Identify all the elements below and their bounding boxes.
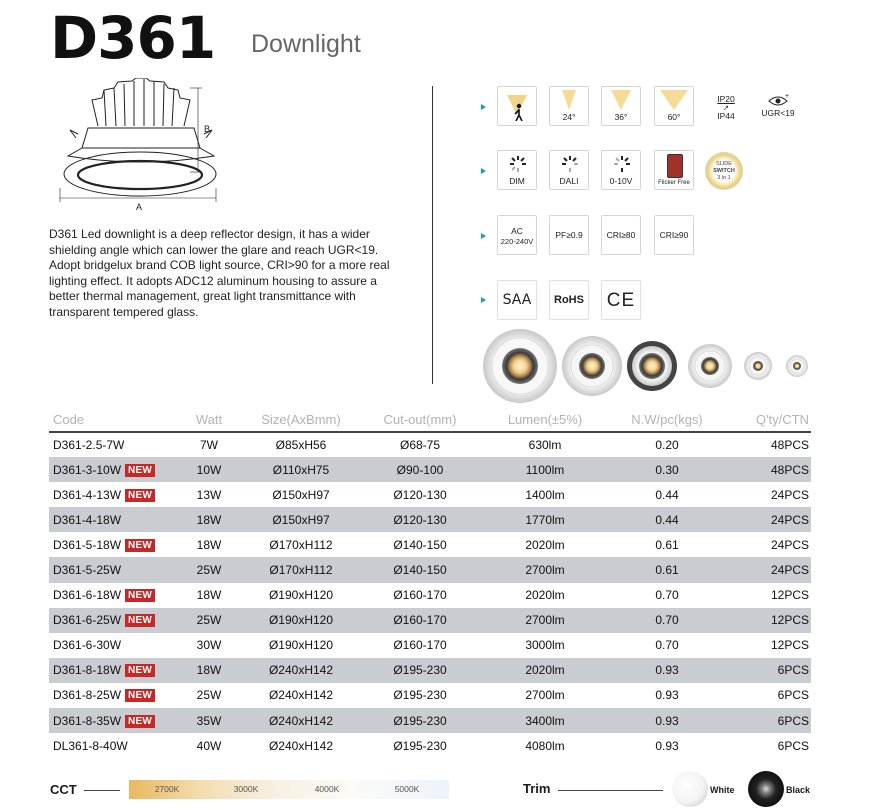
cell-size-text: Ø85xH56: [275, 438, 327, 453]
cell-weight-text: 0.61: [655, 537, 679, 552]
cell-qty-text: 24PCS: [770, 512, 809, 527]
cell-watt-text: 7W: [200, 438, 218, 453]
cell-lumen: [475, 683, 615, 708]
cell-size-text: Ø150xH97: [272, 487, 330, 502]
cell-cutout-text: Ø120-130: [393, 487, 447, 502]
ce-label: CE: [606, 290, 636, 311]
cell-qty-text: 6PCS: [777, 663, 809, 678]
cell-lumen-text: 2700lm: [525, 688, 565, 703]
flicker-label: Flicker Free: [658, 180, 690, 186]
ugr-eye-icon: [758, 86, 798, 126]
new-badge: NEW: [125, 614, 155, 627]
cell-qty-text: 12PCS: [770, 588, 809, 603]
row-bullet-icon: [481, 297, 486, 303]
saa-label: SAA: [502, 292, 532, 308]
cell-lumen-text: 1100lm: [525, 462, 565, 477]
cell-watt: [181, 633, 237, 658]
cell-lumen: [475, 482, 615, 507]
cell-size: [237, 457, 365, 482]
trim-line: [558, 790, 663, 791]
ip-top-label: IP20: [717, 94, 735, 104]
dim-icon: [497, 150, 537, 190]
ip-bottom-label: IP44: [717, 111, 735, 121]
cell-qty-text: 6PCS: [777, 688, 809, 703]
new-badge: NEW: [125, 689, 155, 702]
pf-icon: [549, 215, 589, 255]
trim-label: Trim: [523, 781, 551, 796]
cell-weight-text: 0.93: [655, 713, 679, 728]
cell-lumen-text: 2020lm: [525, 588, 565, 603]
cell-watt: [181, 608, 237, 633]
size-range-images: [480, 328, 820, 408]
table-row: [49, 532, 811, 557]
cell-weight-text: 0.61: [655, 563, 679, 578]
cell-qty: [719, 557, 811, 582]
cell-code: [49, 507, 181, 532]
new-badge: NEW: [125, 489, 155, 502]
table-row: [49, 683, 811, 708]
dali-label: DALI: [559, 176, 579, 186]
cell-cutout-text: Ø160-170: [393, 638, 447, 653]
cell-qty: [719, 482, 811, 507]
table-row: [49, 557, 811, 582]
table-header-row: [49, 410, 811, 432]
cell-weight: [615, 683, 719, 708]
table-row: [49, 608, 811, 633]
beam-angle-24-icon: [549, 86, 589, 126]
table-row: [49, 507, 811, 532]
cell-weight: [615, 557, 719, 582]
cell-qty-text: 6PCS: [777, 738, 809, 753]
cell-code: [49, 683, 181, 708]
cell-lumen-text: 2020lm: [525, 663, 565, 678]
cell-lumen-text: 1400lm: [525, 487, 565, 502]
downlight-150-icon: [688, 344, 732, 388]
cell-cutout: [365, 507, 475, 532]
cell-cutout: [365, 633, 475, 658]
cell-qty-text: 12PCS: [770, 613, 809, 628]
cell-size-text: Ø240xH142: [268, 688, 334, 703]
cell-cutout: [365, 532, 475, 557]
header-cutout: Cut-out(mm): [365, 410, 475, 432]
cell-watt-text: 18W: [196, 588, 222, 603]
cell-cutout-text: Ø160-170: [393, 613, 447, 628]
table-row: [49, 457, 811, 482]
cell-size-text: Ø150xH97: [272, 512, 330, 527]
cell-lumen: [475, 608, 615, 633]
product-description: D361 Led downlight is a deep reflector design, it has a wider shielding angle which can lower the glare and reach UGR<19. Adopt bridgelux brand COB light source, CRI>90 for a more real lighting effect. It adopts ADC12 aluminum housing to assure a better thermal management, great light transmittance with transparent tempered glass.: [49, 227, 390, 319]
cell-watt: [181, 557, 237, 582]
cell-cutout-text: Ø195-230: [393, 738, 447, 753]
cell-weight-text: 0.70: [655, 638, 679, 653]
header-code: Code: [49, 410, 181, 432]
row-bullet-icon: [481, 104, 486, 110]
cell-lumen: [475, 733, 615, 758]
cell-qty: [719, 683, 811, 708]
spring-left: [70, 130, 78, 138]
cell-weight: [615, 457, 719, 482]
cell-watt: [181, 457, 237, 482]
cell-lumen: [475, 658, 615, 683]
trim-white-swatch: [672, 771, 708, 807]
cell-lumen: [475, 633, 615, 658]
cell-weight-text: 0.20: [655, 438, 679, 453]
cell-code-text: DL361-8-40W: [53, 738, 128, 753]
cell-cutout: [365, 583, 475, 608]
cell-weight-text: 0.44: [655, 512, 679, 527]
downlight-170-icon: [627, 341, 677, 391]
cell-code: [49, 482, 181, 507]
cell-cutout: [365, 608, 475, 633]
cell-code: [49, 457, 181, 482]
cell-lumen-text: 4080lm: [525, 738, 565, 753]
cri80-icon: [601, 215, 641, 255]
cri90-icon: [654, 215, 694, 255]
cell-size: [237, 708, 365, 733]
cell-weight: [615, 583, 719, 608]
cell-cutout-text: Ø68-75: [399, 438, 441, 453]
cell-cutout-text: Ø140-150: [393, 563, 447, 578]
cell-watt-text: 25W: [196, 688, 222, 703]
downlight-110-icon: [744, 352, 772, 380]
cell-watt-text: 18W: [196, 537, 222, 552]
beam-angle-36-icon: [601, 86, 641, 126]
cell-lumen-text: 3000lm: [525, 638, 565, 653]
cell-cutout-text: Ø195-230: [393, 688, 447, 703]
product-drawing: [40, 78, 230, 213]
cell-watt-text: 13W: [196, 487, 222, 502]
header-lumen: Lumen(±5%): [475, 410, 615, 432]
cct-value: 5000K: [394, 784, 420, 794]
cell-weight: [615, 633, 719, 658]
ugr-label: UGR<19: [761, 108, 795, 118]
cell-cutout: [365, 432, 475, 457]
cell-qty: [719, 608, 811, 633]
new-badge: NEW: [125, 539, 155, 552]
glare-person-icon: [497, 86, 537, 126]
switch-label-2: SWITCH: [713, 168, 735, 174]
table-row: [49, 633, 811, 658]
cell-code: [49, 658, 181, 683]
cell-code-text: D361-6-18W: [53, 588, 122, 603]
cell-qty: [719, 432, 811, 457]
flicker-free-icon: [654, 150, 694, 190]
cell-qty-text: 6PCS: [777, 713, 809, 728]
cell-lumen: [475, 532, 615, 557]
cell-cutout: [365, 733, 475, 758]
cri80-label: CRI≥80: [606, 230, 636, 240]
divider-line: [432, 86, 433, 384]
new-badge: NEW: [125, 464, 155, 477]
downlight-240-icon: [483, 329, 557, 403]
svg-text:+: +: [785, 94, 789, 100]
dim-0-10v-icon: [601, 150, 641, 190]
spec-table: [49, 410, 811, 758]
dali-icon: [549, 150, 589, 190]
cell-qty: [719, 733, 811, 758]
cell-watt: [181, 532, 237, 557]
beam-24-label: 24°: [562, 112, 576, 122]
cell-code-text: D361-8-18W: [53, 663, 122, 678]
new-badge: NEW: [125, 664, 155, 677]
cell-cutout: [365, 708, 475, 733]
cell-code-text: D361-4-18W: [53, 512, 122, 527]
cell-code: [49, 557, 181, 582]
cell-weight: [615, 507, 719, 532]
cell-size-text: Ø190xH120: [268, 588, 334, 603]
cell-size: [237, 532, 365, 557]
heatsink-fins: [92, 78, 190, 126]
cell-size: [237, 482, 365, 507]
table-row: [49, 733, 811, 758]
cell-watt: [181, 658, 237, 683]
cell-watt: [181, 708, 237, 733]
cell-code-text: D361-8-35W: [53, 713, 122, 728]
trim-black-label: Black: [786, 785, 811, 795]
header-weight: N.W/pc(kgs): [615, 410, 719, 432]
ip-arrow-icon: ↗: [723, 105, 729, 112]
cell-size: [237, 633, 365, 658]
cell-size: [237, 608, 365, 633]
cell-qty-text: 24PCS: [770, 537, 809, 552]
cell-lumen: [475, 583, 615, 608]
cell-code: [49, 583, 181, 608]
cell-qty: [719, 457, 811, 482]
cell-watt: [181, 507, 237, 532]
cell-qty-text: 48PCS: [770, 438, 809, 453]
cell-qty-text: 48PCS: [770, 462, 809, 477]
cell-weight-text: 0.70: [655, 588, 679, 603]
rohs-cert-icon: [549, 280, 589, 320]
switch-label-3: 3 in 1: [717, 175, 731, 181]
cell-code-text: D361-6-30W: [53, 638, 122, 653]
ac-label-2: 220-240V: [500, 237, 534, 246]
cell-cutout-text: Ø160-170: [393, 588, 447, 603]
cell-weight: [615, 733, 719, 758]
cell-cutout-text: Ø195-230: [393, 663, 447, 678]
cell-weight-text: 0.93: [655, 663, 679, 678]
cell-lumen: [475, 457, 615, 482]
cell-size-text: Ø170xH112: [269, 563, 333, 578]
cri90-label: CRI≥90: [659, 230, 689, 240]
cell-size-text: Ø110xH75: [272, 462, 330, 477]
row-bullet-icon: [481, 168, 486, 174]
cell-lumen: [475, 557, 615, 582]
cell-watt: [181, 733, 237, 758]
cct-line: [84, 790, 120, 791]
cell-size-text: Ø240xH142: [268, 663, 334, 678]
new-badge: NEW: [125, 715, 155, 728]
cell-watt-text: 18W: [196, 663, 222, 678]
cell-code-text: D361-2.5-7W: [53, 438, 125, 453]
cell-code-text: D361-4-13W: [53, 487, 122, 502]
header-qty: Q'ty/CTN: [719, 410, 811, 432]
cell-code-text: D361-5-25W: [53, 563, 122, 578]
ip-rating-icon: [706, 86, 746, 126]
cell-size: [237, 683, 365, 708]
cell-weight: [615, 432, 719, 457]
ac-label-1: AC: [511, 226, 523, 236]
cell-code: [49, 633, 181, 658]
cell-watt-text: 25W: [196, 563, 222, 578]
cell-cutout-text: Ø140-150: [393, 537, 447, 552]
cell-code-text: D361-5-18W: [53, 537, 122, 552]
cell-lumen: [475, 507, 615, 532]
dim-label: DIM: [509, 176, 525, 186]
cell-size-text: Ø240xH142: [268, 738, 334, 753]
cell-watt-text: 30W: [196, 638, 222, 653]
cct-label: CCT: [50, 782, 77, 797]
beam-angle-60-icon: [654, 86, 694, 126]
ce-cert-icon: [601, 280, 641, 320]
cell-size: [237, 432, 365, 457]
cell-qty: [719, 583, 811, 608]
cct-value: 2700K: [154, 784, 180, 794]
cct-value: 4000K: [314, 784, 340, 794]
cell-weight-text: 0.93: [655, 688, 679, 703]
cell-watt: [181, 683, 237, 708]
cell-weight: [615, 708, 719, 733]
cell-watt-text: 25W: [196, 613, 222, 628]
cell-qty: [719, 532, 811, 557]
cell-code: [49, 432, 181, 457]
cell-weight-text: 0.93: [655, 738, 679, 753]
cell-watt-text: 35W: [196, 713, 222, 728]
beam-60-label: 60°: [667, 112, 681, 122]
beam-36-label: 36°: [614, 112, 628, 122]
cell-qty: [719, 658, 811, 683]
cell-watt: [181, 583, 237, 608]
table-row: [49, 432, 811, 457]
cell-watt-text: 40W: [196, 738, 222, 753]
cell-weight-text: 0.44: [655, 487, 679, 502]
cell-size: [237, 733, 365, 758]
cell-code-text: D361-3-10W: [53, 462, 122, 477]
saa-cert-icon: [497, 280, 537, 320]
cell-cutout-text: Ø120-130: [393, 512, 447, 527]
cell-qty-text: 24PCS: [770, 487, 809, 502]
switch-label-1: SLIDE: [716, 161, 732, 167]
cell-code: [49, 733, 181, 758]
cell-watt-text: 18W: [196, 512, 222, 527]
cell-lumen-text: 2700lm: [525, 563, 565, 578]
cell-size: [237, 557, 365, 582]
cell-weight-text: 0.70: [655, 613, 679, 628]
cell-cutout: [365, 482, 475, 507]
cell-watt: [181, 482, 237, 507]
cell-cutout-text: Ø90-100: [396, 462, 444, 477]
cell-code-text: D361-8-25W: [53, 688, 122, 703]
table-row: [49, 482, 811, 507]
cell-cutout: [365, 557, 475, 582]
cell-lumen-text: 3400lm: [525, 713, 565, 728]
cell-code-text: D361-6-25W: [53, 613, 122, 628]
trim-black-swatch: [748, 771, 784, 807]
cell-lumen: [475, 432, 615, 457]
cell-weight: [615, 532, 719, 557]
cell-cutout: [365, 658, 475, 683]
cell-qty: [719, 633, 811, 658]
product-subtitle: Downlight: [251, 30, 361, 58]
dim-a-label: A: [136, 202, 143, 212]
cell-cutout: [365, 457, 475, 482]
header-watt: Watt: [181, 410, 237, 432]
cell-weight: [615, 608, 719, 633]
cell-size: [237, 583, 365, 608]
rohs-label: RoHS: [554, 294, 584, 306]
ac-voltage-icon: [497, 215, 537, 255]
cell-qty-text: 12PCS: [770, 638, 809, 653]
cell-lumen-text: 630lm: [528, 438, 562, 453]
pf-label: PF≥0.9: [555, 230, 583, 240]
cell-size-text: Ø240xH142: [268, 713, 334, 728]
cell-watt-text: 10W: [196, 462, 222, 477]
cell-size-text: Ø190xH120: [268, 638, 334, 653]
cct-value: 3000K: [233, 784, 259, 794]
cell-lumen-text: 2700lm: [525, 613, 565, 628]
cell-code: [49, 708, 181, 733]
table-row: [49, 708, 811, 733]
cell-code: [49, 608, 181, 633]
cell-cutout-text: Ø195-230: [393, 713, 447, 728]
cell-size-text: Ø190xH120: [268, 613, 334, 628]
model-title: D361: [50, 4, 216, 72]
cell-weight: [615, 482, 719, 507]
cell-qty-text: 24PCS: [770, 563, 809, 578]
slide-switch-icon: [705, 152, 743, 190]
new-badge: NEW: [125, 589, 155, 602]
table-row: [49, 658, 811, 683]
cell-qty: [719, 507, 811, 532]
cell-lumen: [475, 708, 615, 733]
cell-size: [237, 507, 365, 532]
cell-size: [237, 658, 365, 683]
row-bullet-icon: [481, 233, 486, 239]
cell-size-text: Ø170xH112: [269, 537, 333, 552]
cell-lumen-text: 1770lm: [525, 512, 565, 527]
cell-qty: [719, 708, 811, 733]
cell-watt: [181, 432, 237, 457]
v010-label: 0-10V: [609, 176, 633, 186]
trim-white-label: White: [710, 785, 735, 795]
cell-code: [49, 532, 181, 557]
downlight-190-icon: [562, 336, 622, 396]
downlight-85-icon: [786, 355, 808, 377]
cell-lumen-text: 2020lm: [525, 537, 565, 552]
cell-weight-text: 0.30: [655, 462, 679, 477]
dim-b-label: B: [204, 124, 211, 134]
cell-cutout: [365, 683, 475, 708]
table-row: [49, 583, 811, 608]
cell-weight: [615, 658, 719, 683]
cct-gradient-bar: [129, 780, 449, 799]
header-size: Size(AxBmm): [237, 410, 365, 432]
